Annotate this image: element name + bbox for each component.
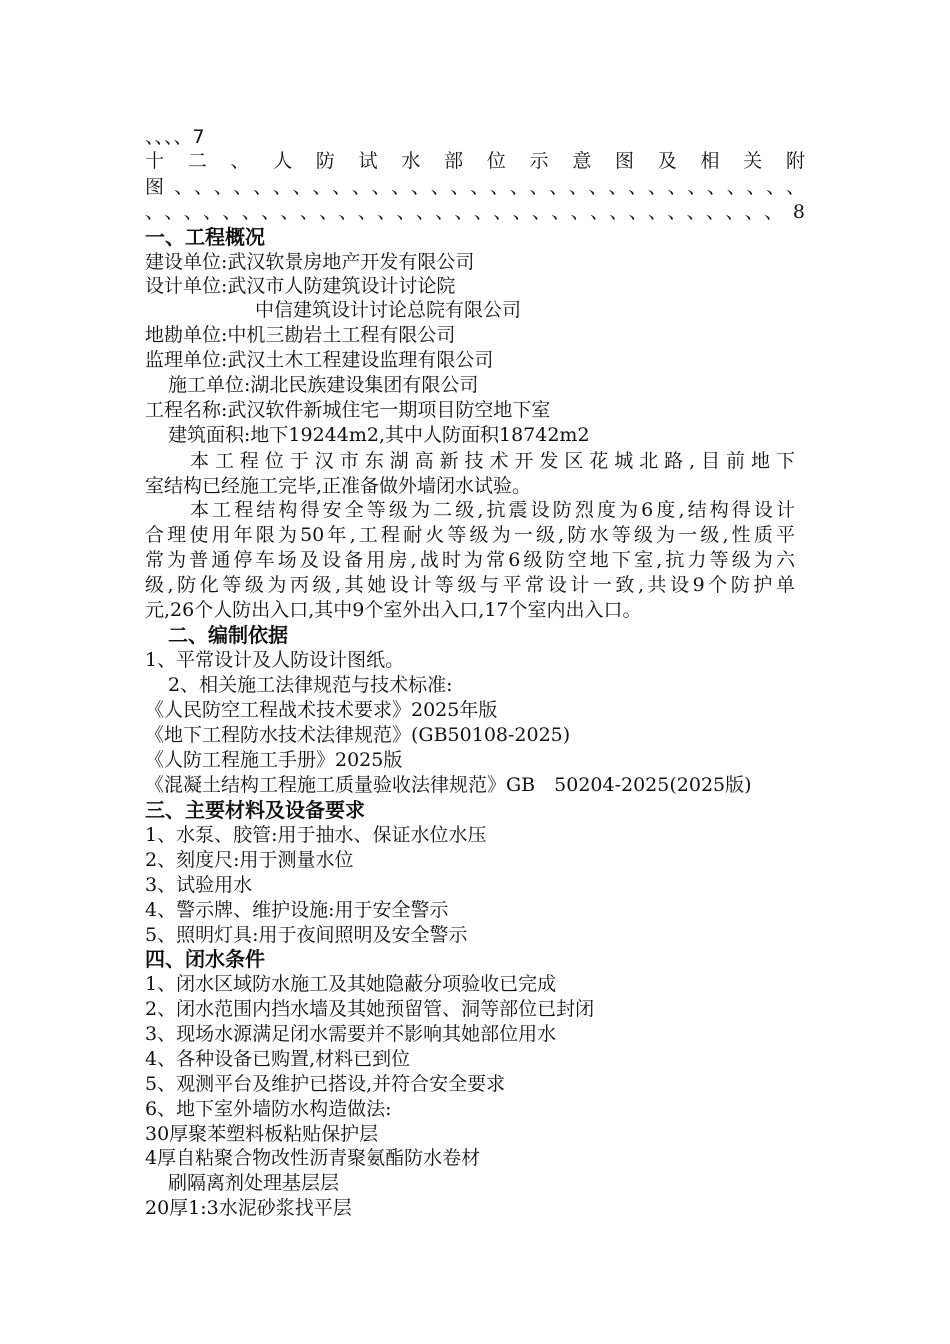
text-line: 4、各种设备已购置,材料已到位 — [145, 1048, 411, 1070]
text-line: 3、现场水源满足闭水需要并不影响其她部位用水 — [145, 1023, 557, 1045]
text-line: 建筑面积:地下19244m2,其中人防面积18742m2 — [168, 424, 590, 446]
paragraph-line: 本工程结构得安全等级为二级,抗震设防烈度为6度,结构得设计 — [190, 499, 795, 521]
text-line: 2、相关施工法律规范与技术标准: — [168, 674, 453, 696]
text-line: 《人防工程施工手册》2025版 — [145, 749, 403, 771]
paragraph-line: 级,防化等级为丙级,其她设计等级与平常设计一致,共设9个防护单 — [145, 574, 795, 596]
paragraph-line: 室结构已经施工完毕,正准备做外墙闭水试验。 — [145, 475, 532, 497]
paragraph-line: 常为普通停车场及设备用房,战时为常6级防空地下室,抗力等级为六 — [145, 549, 795, 571]
paragraph-line: 本工程位于汉市东湖高新技术开发区花城北路,目前地下 — [190, 450, 795, 472]
text-line: 刷隔离剂处理基层层 — [168, 1172, 340, 1194]
text-line: 3、试验用水 — [145, 874, 253, 896]
toc-line: 、、、、7 — [145, 126, 205, 148]
text-line: 1、平常设计及人防设计图纸。 — [145, 649, 405, 671]
text-line: 《人民防空工程战术技术要求》2025年版 — [145, 699, 498, 721]
text-line: 2、刻度尺:用于测量水位 — [145, 849, 354, 871]
text-line: 地勘单位:中机三勘岩土工程有限公司 — [145, 324, 456, 346]
paragraph-line: 合理使用年限为50年,工程耐火等级为一级,防水等级为一级,性质平 — [145, 524, 795, 546]
text-line: 设计单位:武汉市人防建筑设计讨论院 — [145, 275, 456, 297]
text-line: 《混凝土结构工程施工质量验收法律规范》GB 50204-2025(2025版) — [145, 774, 752, 796]
section-heading: 一、工程概况 — [145, 225, 265, 249]
text-line: 6、地下室外墙防水构造做法: — [145, 1098, 392, 1120]
text-line: 5、观测平台及维护已搭设,并符合安全要求 — [145, 1073, 506, 1095]
text-line: 施工单位:湖北民族建设集团有限公司 — [168, 374, 479, 396]
text-line: 《地下工程防水技术法律规范》(GB50108-2025) — [145, 724, 571, 746]
toc-line: 、、、、、、、、、、、、、、、、、、、、、、、、、、、、、、、、、8 — [145, 201, 805, 223]
toc-line: 十二、人防试水部位示意图及相关附 — [145, 150, 805, 172]
text-line: 建设单位:武汉软景房地产开发有限公司 — [145, 251, 475, 273]
paragraph-line: 元,26个人防出入口,其中9个室外出入口,17个室内出入口。 — [145, 599, 642, 621]
section-heading: 三、主要材料及设备要求 — [145, 798, 365, 822]
text-line: 1、闭水区域防水施工及其她隐蔽分项验收已完成 — [145, 973, 557, 995]
text-line: 1、水泵、胶管:用于抽水、保证水位水压 — [145, 824, 487, 846]
text-line: 监理单位:武汉土木工程建设监理有限公司 — [145, 349, 494, 371]
text-line: 5、照明灯具:用于夜间照明及安全警示 — [145, 924, 468, 946]
text-line: 20厚1:3水泥砂浆找平层 — [145, 1197, 352, 1219]
text-line: 30厚聚苯塑料板粘贴保护层 — [145, 1123, 379, 1145]
toc-line: 图、、、、、、、、、、、、、、、、、、、、、、、、、、、、、、、、 — [145, 176, 805, 198]
section-heading: 四、闭水条件 — [145, 947, 265, 971]
text-line: 工程名称:武汉软件新城住宅一期项目防空地下室 — [145, 399, 551, 421]
section-heading: 二、编制依据 — [168, 623, 288, 647]
text-line: 2、闭水范围内挡水墙及其她预留管、洞等部位已封闭 — [145, 998, 595, 1020]
text-line: 4、警示牌、维护设施:用于安全警示 — [145, 899, 449, 921]
text-line: 4厚自粘聚合物改性沥青聚氨酯防水卷材 — [145, 1147, 481, 1169]
text-line: 中信建筑设计讨论总院有限公司 — [255, 299, 522, 321]
